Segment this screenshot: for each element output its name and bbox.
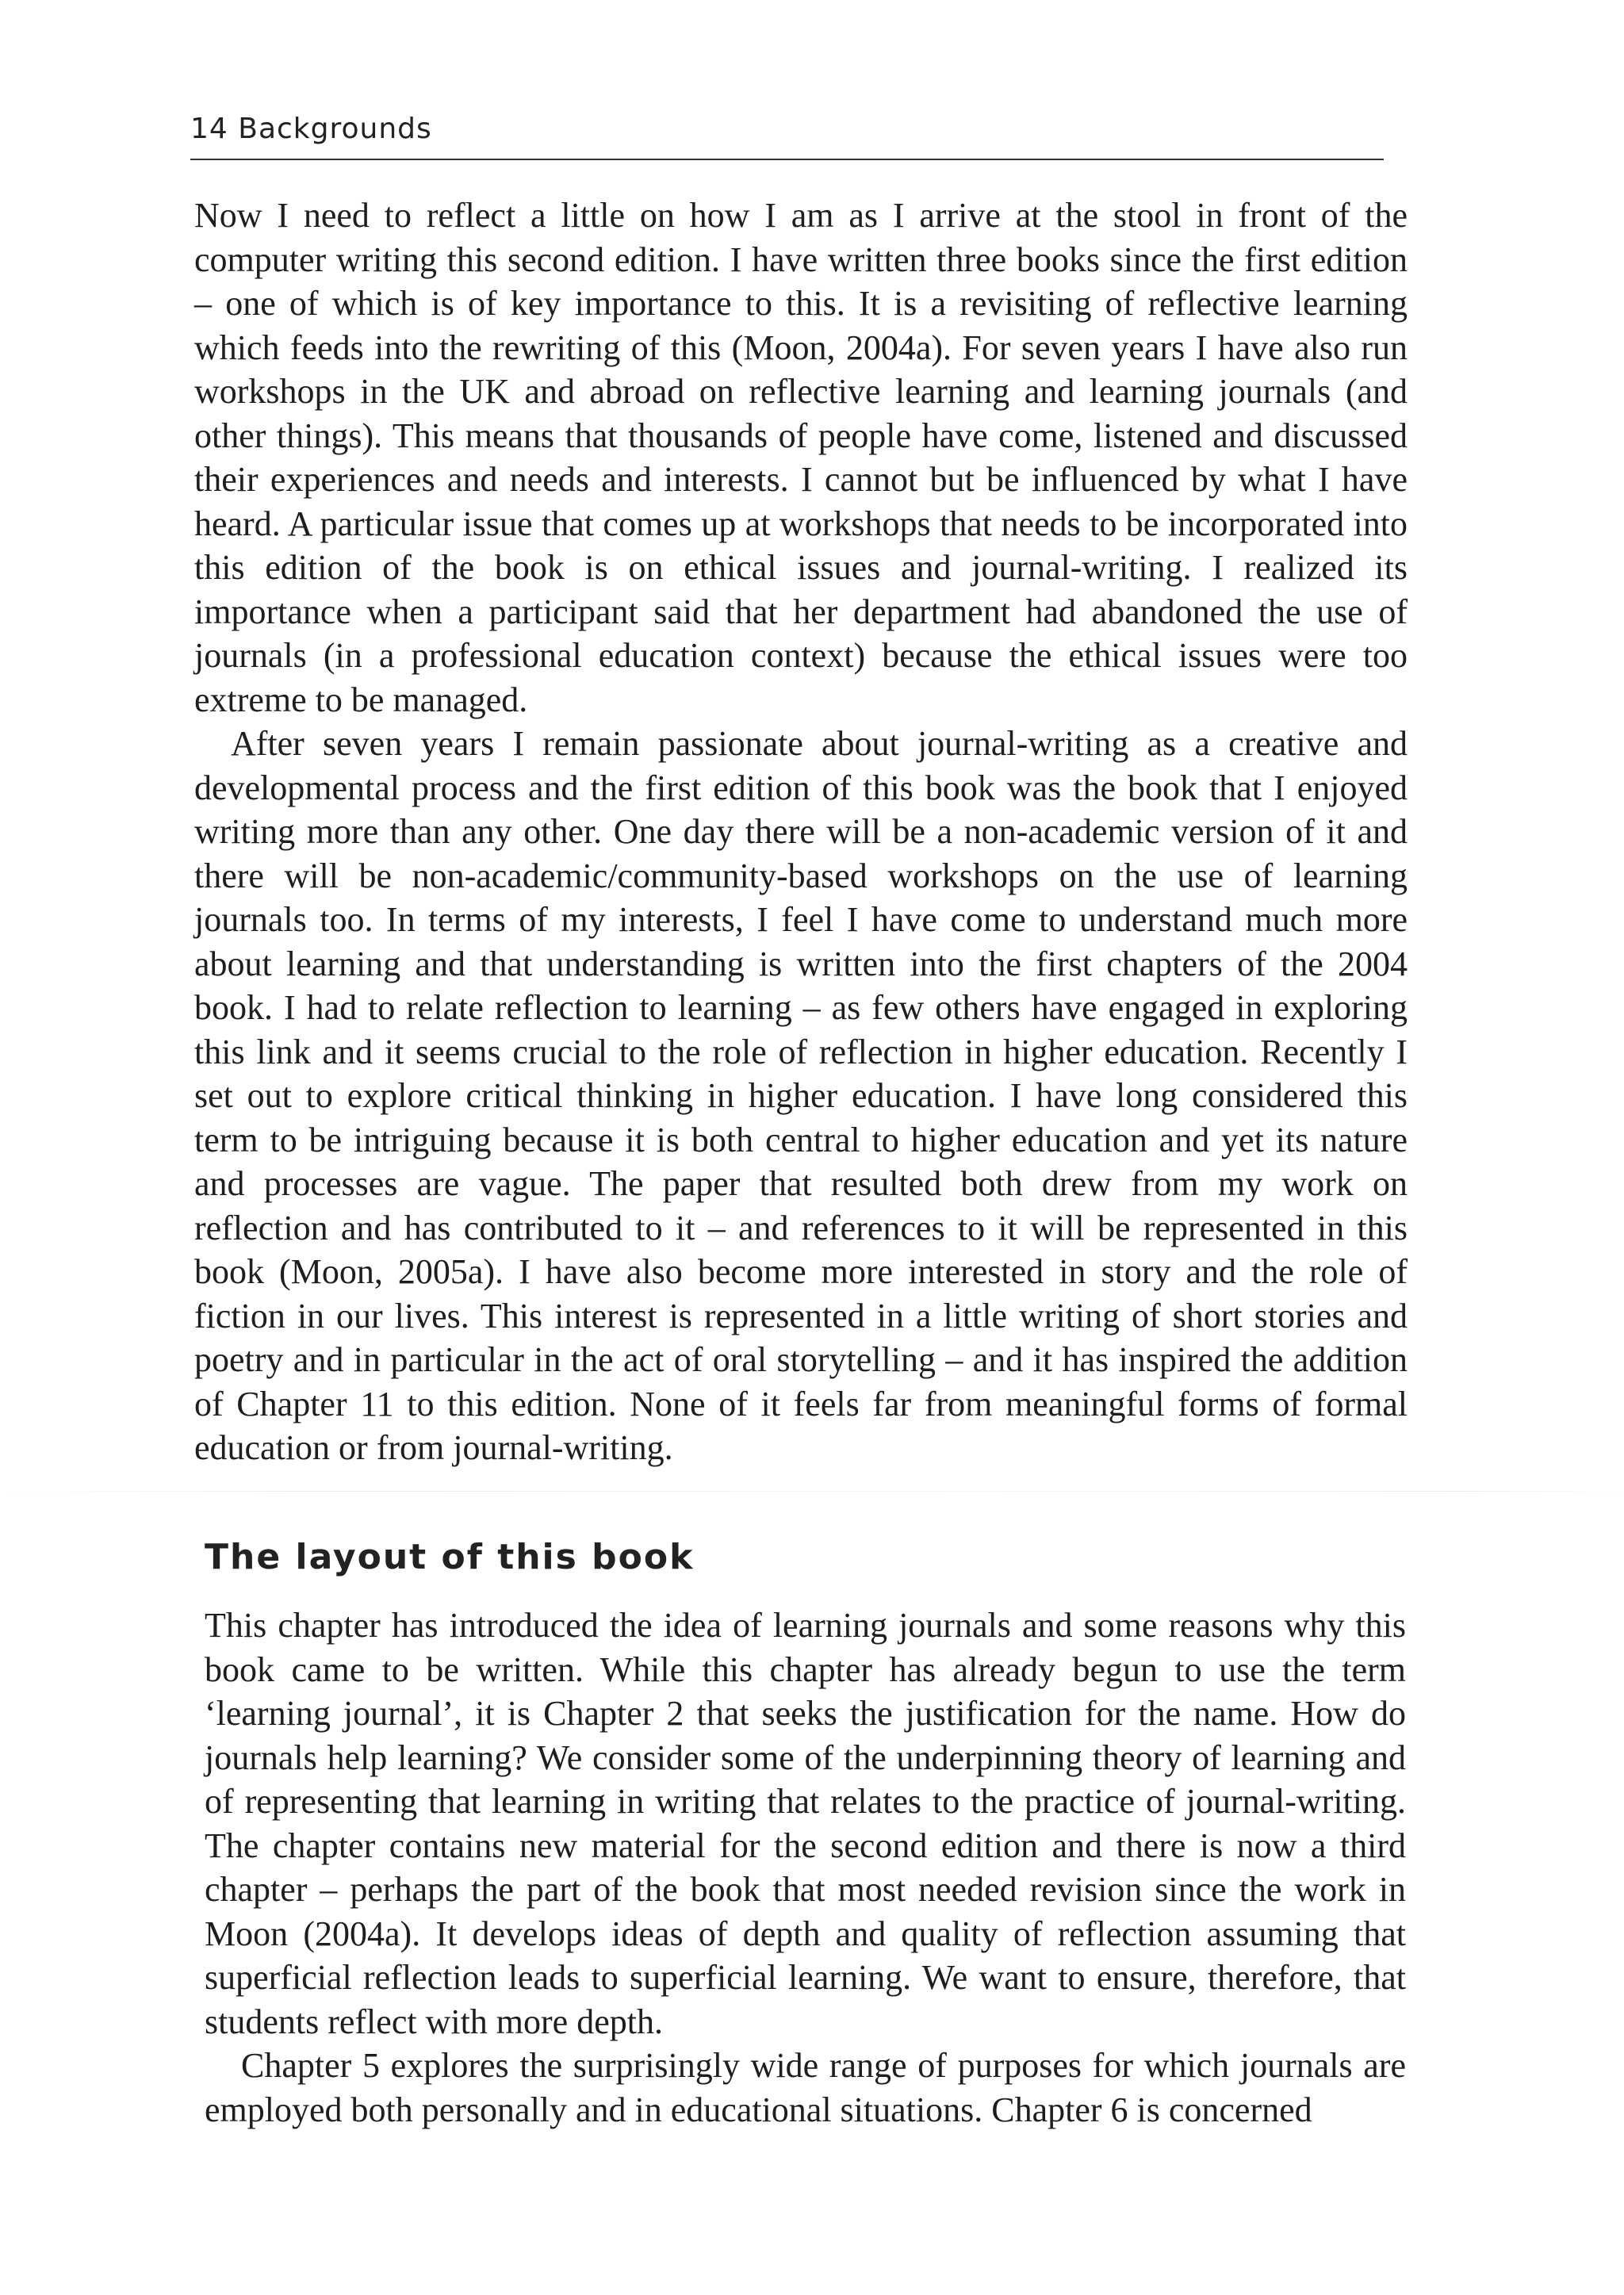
running-head: 14 Backgrounds	[190, 113, 432, 145]
paragraph: Chapter 5 explores the surprisingly wide range of purposes for which journals are employed both personally and in educational situations. Chapter 6 is concerned	[205, 2046, 1406, 2129]
section-reflection	[194, 193, 1408, 1470]
header-rule	[190, 159, 1384, 160]
scan-artifact-line	[0, 1491, 1624, 1492]
section-heading: The layout of this book	[205, 1537, 695, 1577]
paragraph: After seven years I remain passionate about journal-writing as a creative and developmental process and the first edition of this book was the book that I enjoyed writing more than any other. One day there will be a non-academic version of it and there will be non-academic/community-based workshops on the use of learning journals too. In terms of my interests, I feel I have come to understand much more about learning and that understanding is written into the first chapters of the 2004 book. I had to relate reflection to learning – as few others have engaged in exploring this link and it seems crucial to the role of reflection in higher education. Recently I set out to explore critical thinking in higher education. I have long considered this term to be intriguing because it is both central to higher education and yet its nature and processes are vague. The paper that resulted both drew from my work on reflection and has contributed to it – and references to it will be represented in this book (Moon, 2005a). I have also become more interested in story and the role of fiction in our lives. This interest is represented in a little writing of short stories and poetry and in particular in the act of oral storytelling – and it has inspired the addition of Chapter 11 to this edition. None of it feels far from meaningful forms of formal education or from journal-writing.	[194, 724, 1408, 1467]
section-layout-of-book	[205, 1603, 1406, 2132]
paragraph: This chapter has introduced the idea of learning journals and some reasons why this book came to be written. While this chapter has already begun to use the term ‘learning journal’, it is Chapter 2 that seeks the justification for the name. How do journals help learning? We consider some of the underpinning theory of learning and of representing that learning in writing that relates to the practice of journal-writing. The chapter contains new material for the second edition and there is now a third chapter – perhaps the part of the book that most needed revision since the work in Moon (2004a). It develops ideas of depth and quality of reflection assuming that superficial reflection leads to superficial learning. We want to ensure, therefore, that students reflect with more depth.	[205, 1606, 1406, 2041]
paragraph: Now I need to reflect a little on how I am as I arrive at the stool in front of the computer writing this second edition. I have written three books since the first edition – one of which is of key importance to this. It is a revisiting of reflective learning which feeds into the rewriting of this (Moon, 2004a). For seven years I have also run workshops in the UK and abroad on reflective learning and learning journals (and other things). This means that thousands of people have come, listened and discussed their experiences and needs and interests. I cannot but be influenced by what I have heard. A particular issue that comes up at workshops that needs to be incorporated into this edition of the book is on ethical issues and journal-writing. I realized its importance when a participant said that her department had abandoned the use of journals (in a professional education context) because the ethical issues were too extreme to be managed.	[194, 196, 1408, 719]
